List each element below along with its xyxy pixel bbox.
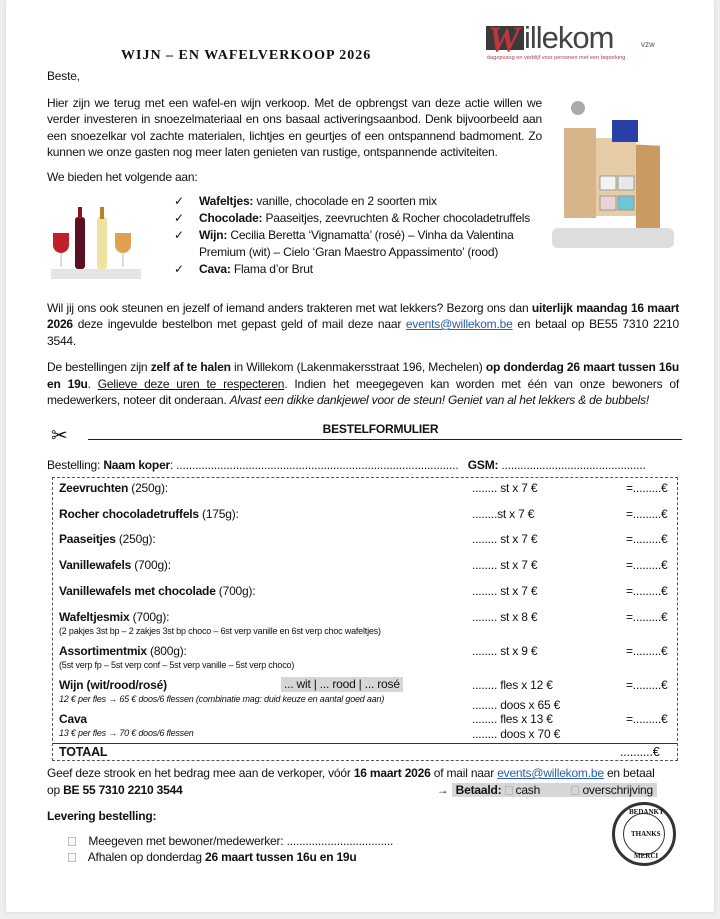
quantity-field[interactable]: ........ st x 7 € — [472, 558, 538, 572]
offer-heading: We bieden het volgende aan: — [47, 169, 198, 184]
cut-line — [88, 439, 682, 440]
offer-item: ✓ Wafeltjes: vanille, chocolade en 2 soorten mix — [174, 194, 437, 208]
order-row: Cava 13 € per fles → 70 € doos/6 flessen ........ fles x 13 € ........ doos x 70 € =.........€ — [59, 712, 668, 741]
intro-paragraph: Hier zijn we terug met een wafel-en wijn verkoop. Met de opbrengst van deze actie willen we verder investeren in snoezelmateriaal en ons basaal activeringsaanbod. Denk bijvoorbeeld aan een snoezelkar vol zachte materialen, lichtjes en geurtjes of een ontspannend badmoment. Zo kunnen we onze gasten nog meer laten genieten van rustige, ontspannende activiteiten. — [47, 95, 542, 159]
offer-item: ✓ Chocolade: Paaseitjes, zeevruchten & Rocher chocoladetruffels — [174, 211, 531, 225]
quantity-field[interactable]: ........ st x 8 € — [472, 610, 538, 624]
box-quantity-field[interactable]: ........ doos x 65 € — [472, 698, 561, 712]
checkbox[interactable] — [68, 837, 76, 846]
delivery-option: Meegeven met bewoner/medewerker: .................................. — [47, 833, 679, 850]
quantity-field[interactable]: ........ st x 9 € — [472, 644, 538, 658]
order-row: Rocher chocoladetruffels (175g): ........st x 7 € =.........€ — [59, 507, 668, 521]
order-form-table — [52, 477, 678, 761]
gsm-field[interactable]: .............................................. — [498, 457, 646, 472]
email-link[interactable]: events@willekom.be — [405, 317, 513, 331]
document-page — [6, 0, 714, 912]
footer — [47, 765, 679, 798]
order-row: Vanillewafels met chocolade (700g): ........ st x 7 € =.........€ — [59, 584, 668, 598]
page-title: WIJN – EN WAFELVERKOOP 2026 — [121, 48, 372, 63]
box-quantity-field[interactable]: ........ doos x 70 € — [472, 727, 561, 741]
wine-bottles-image — [47, 207, 145, 279]
form-header — [47, 421, 679, 451]
iban-line: op BE 55 7310 2210 3544 — [47, 782, 183, 797]
email-link[interactable]: events@willekom.be — [497, 766, 604, 780]
order-paragraph: Wil jij ons ook steunen en jezelf of iemand anders trakteren met wat lekkers? Bezorg ons dan uiterlijk maandag 16 maart 2026 deze ingevulde bestelbon met gepast geld of mail deze naar events@willekom.be en betaal op BE55 7310 2210 3544. — [47, 300, 679, 348]
payment-status: → Betaald: cash overschrijving — [437, 782, 657, 799]
total-row — [53, 743, 677, 761]
offer-list — [174, 193, 544, 284]
buyer-name-field[interactable]: : .......................................................................................... — [170, 457, 459, 472]
delivery-option: Afhalen op donderdag 26 maart tussen 16u en 19u — [47, 849, 679, 866]
buyer-line: Bestelling: Naam koper: .......................................................................................... GSM: .............................................. — [47, 457, 646, 472]
order-row: Paaseitjes (250g): ........ st x 7 € =.........€ — [59, 532, 668, 546]
iban-payment-row — [47, 782, 679, 799]
quantity-field[interactable]: ........ st x 7 € — [472, 584, 538, 598]
offer-item-continued: Premium (wit) – Cielo ‘Gran Maestro Appassimento’ (rood) — [199, 245, 499, 259]
offer-item: ✓ Wijn: Cecilia Beretta ‘Vignamatta’ (rosé) – Vinha da Valentina — [174, 228, 514, 242]
quantity-field[interactable]: ........st x 7 € — [472, 507, 535, 521]
delivery-heading: Levering bestelling: — [47, 809, 157, 823]
order-row: Wijn (wit/rood/rosé) ... wit | ... rood | ... rosé 12 € per fles → 65 € doos/6 flessen (combinatie mag: duid keuze en aantal goed aan) ........ fles x 12 € ........ doos x 65 € =.........€ — [59, 677, 668, 712]
quantity-field[interactable]: ........ st x 7 € — [472, 481, 538, 495]
checkbox[interactable] — [68, 853, 76, 862]
willekom-logo: W illekom vzw dagopvang en verblijf voor personen met een beperking — [487, 19, 655, 61]
form-heading: BESTELFORMULIER — [322, 421, 439, 436]
pickup-paragraph: De bestellingen zijn zelf af te halen in Willekom (Lakenmakersstraat 196, Mechelen) op donderdag 26 maart tussen 16u en 19u. Gelieve deze uren te respecteren. Indien het meegegeven kan worden met één van onze bewoners of medewerkers, noteer dit onderaan. Alvast een dikke dankjewel voor de steun! Geniet van al het lekkers & de bubbels! — [47, 360, 679, 407]
quantity-field[interactable]: ........ fles x 13 € — [472, 712, 553, 726]
quantity-field[interactable]: ........ st x 7 € — [472, 532, 538, 546]
order-row: Vanillewafels (700g): ........ st x 7 € =.........€ — [59, 558, 668, 572]
wine-choice-field[interactable]: ... wit | ... rood | ... rosé — [281, 677, 403, 692]
scissors-icon: ✂ — [51, 424, 68, 447]
total-label: TOTAAL — [59, 745, 108, 759]
cash-checkbox[interactable] — [505, 786, 513, 795]
quantity-field[interactable]: ........ fles x 12 € — [472, 678, 553, 692]
total-value[interactable]: ..........€ — [620, 745, 660, 759]
order-row: Wafeltjesmix (700g): (2 pakjes 3st bp – 2 zakjes 3st bp choco – 6st verp vanille en 6st verp choc wafeltjes) ........ st x 8 € =.........€ — [59, 610, 668, 636]
transfer-checkbox[interactable] — [571, 786, 579, 795]
offer-item: ✓ Cava: Flama d’or Brut — [174, 262, 313, 276]
greeting: Beste, — [47, 69, 80, 83]
order-row: Assortimentmix (800g): (5st verp fp – 5st verp conf – 5st verp vanille – 5st verp choco) ........ st x 9 € =.........€ — [59, 644, 668, 670]
offer-section — [47, 193, 679, 284]
order-row: Zeevruchten (250g): ........ st x 7 € =.........€ — [59, 481, 668, 495]
thanks-stamp: BEDANKT THANKS MERCI — [612, 802, 676, 866]
footer-line: Geef deze strook en het bedrag mee aan de verkoper, vóór 16 maart 2026 of mail naar events@willekom.be en betaal — [47, 766, 655, 780]
document-body — [47, 68, 679, 866]
